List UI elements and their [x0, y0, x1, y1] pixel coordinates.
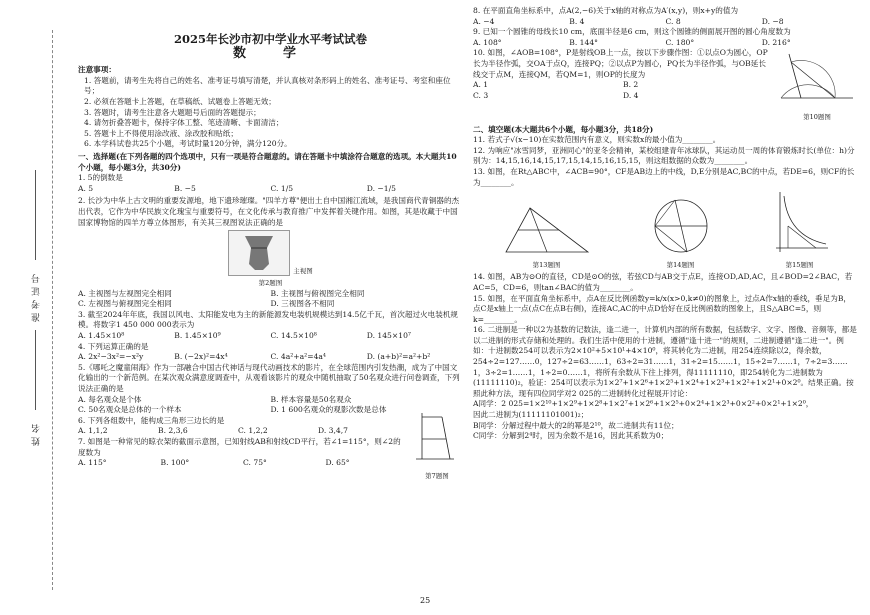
- exam-subject: 数 学: [232, 45, 308, 61]
- binding-dashed-line: [52, 30, 53, 590]
- circle-figure: [649, 196, 713, 256]
- option-d: D. −8: [761, 16, 784, 26]
- figure-caption: 第2题图: [258, 279, 283, 288]
- question-stem: 3. 截至2024年年底，我国以风电、太阳能发电为主的新能源发电装机规模达到14.5亿千瓦，首次超过火电装机规模。将数字1 450 000 000表示为: [78, 309, 459, 330]
- notice-item: 3. 答题时，请考生注意各大题题号后面的答题提示；: [84, 107, 261, 117]
- option-a: A. 2x²−3x²=−x²y: [78, 352, 144, 362]
- notice-item: 4. 请勿折叠答题卡，保持字体工整、笔迹清晰、卡面清洁；: [84, 118, 284, 128]
- question-14: 14. 如图，AB为⊙O的直径，CD是⊙O的弦，若弦CD与AB交于点E，连接OD,AD,AC，且∠BOD=2∠BAC，若AC=5，CD=6，则tan∠BAC的值为________。: [473, 272, 853, 292]
- options: [78, 299, 463, 310]
- discussion-line: C同学：分解到2⁴时，因为余数不是16，因此其系数为0；: [473, 431, 669, 441]
- option-c: C. 14.5×10⁸: [270, 331, 317, 341]
- right-column: [473, 6, 858, 442]
- question-9: [473, 27, 858, 48]
- figure-caption: 第7题图: [425, 471, 449, 480]
- exam-number-line: [35, 170, 36, 260]
- option-c: C. 75°: [243, 458, 267, 468]
- options: [78, 352, 463, 363]
- question-11: 11. 若式子√(x−10)在实数范围内有意义，则实数x的最小值为________。: [473, 135, 721, 145]
- figure-caption: 第10题图: [803, 112, 831, 121]
- question-stem: 9. 已知一个圆锥的母线长10 cm，底面半径是6 cm，则这个圆锥的侧面展开图的圆心角度数为: [473, 27, 791, 37]
- angle-diagram: [777, 48, 855, 108]
- question-stem: 6. 下列各组数中，能构成三角形三边长的是: [78, 415, 225, 425]
- options: [78, 289, 463, 300]
- options: [78, 331, 463, 342]
- option-c: C. 50名观众是总体的一个样本: [78, 405, 182, 415]
- figure-caption: 第14题图: [666, 260, 695, 269]
- notice-item: 2. 必须在答题卡上答题，在草稿纸、试题卷上答题无效；: [84, 96, 276, 106]
- options: [78, 458, 408, 469]
- notice-block: [78, 65, 463, 150]
- hyperbola-figure: [770, 190, 830, 256]
- page-number: 25: [420, 596, 431, 605]
- name-label: 姓名: [32, 420, 42, 446]
- notice-item: 6. 本学科试卷共25个小题，考试时量120分钟，满分120分。: [84, 139, 292, 149]
- exam-number-label: 准考证号: [32, 270, 42, 322]
- option-c: C. 4a²+a²=4a⁴: [270, 352, 326, 362]
- options: [473, 38, 858, 49]
- figure-caption: 第15题图: [785, 260, 814, 269]
- question-6: [78, 416, 398, 437]
- option-a: A. 1: [473, 80, 489, 90]
- question-stem: 8. 在平面直角坐标系中，点A(2,−6)关于x轴的对称点为A′(x,y)，则x+y的值为: [473, 6, 739, 15]
- option-b: B. 2: [623, 80, 639, 90]
- question-10: [473, 48, 858, 122]
- option-d: D. 145×10⁷: [366, 331, 411, 341]
- question-3: [78, 310, 463, 342]
- left-column: [78, 0, 463, 481]
- option-a: A. 每名观众是个体: [78, 394, 142, 404]
- option-c: C. 1/5: [270, 183, 294, 193]
- question-stem: 16. 二进制是一种以2为基数的记数法，逢二进一，计算机内部的所有数据，包括数字、文字、图像、音频等，都是以二进制的形式存储和处理的。我们生活中使用的十进制，遵循"逢十进一"的规则，二进制遵循"逢二进一"。例如：十进制数254可以表示为2×10²+5×10¹+4×10⁰，将其转化为二进制，用254连续除以2，得余数，254÷2=127……0，127÷2=63……1，63÷2=31……1，31÷2=15……1，15÷2=7……1，7÷2=3……1，3÷2=1……1，1÷2=0……1，将所有余数从下往上排列，得11111110，即254转化为二进制数为(11111110)₂，验证：254可以表示为1×2⁷+1×2⁶+1×2⁵+1×2⁴+1×2³+1×2²+1×2¹+0×2⁰。结果正确。按照此种方法，现有四位同学对2 025的二进制转化过程展开讨论：: [473, 325, 857, 398]
- option-d: D. (a+b)²=a²+b²: [366, 352, 431, 362]
- option-b: B. 100°: [160, 458, 190, 468]
- option-d: D. 4: [623, 90, 639, 100]
- section-heading: 二、填空题(本大题共6个小题，每小题3分，共18分): [473, 124, 654, 134]
- discussion-line: A同学：2 025=1×2¹⁰+1×2⁹+1×2⁸+1×2⁷+1×2⁶+1×2⁵+0×2⁴+1×2³+0×2²+0×2¹+1×2⁰，: [473, 399, 814, 409]
- option-b: B. 样本容量是50名观众: [270, 394, 352, 404]
- option-c: C. 180°: [665, 37, 695, 47]
- option-a: A. 115°: [78, 458, 107, 468]
- option-c: C. 1,2,2: [238, 426, 268, 436]
- option-a: A. 5: [78, 183, 94, 193]
- figures-13-15: [473, 190, 858, 270]
- name-line: [35, 330, 36, 410]
- option-b: B. 1.45×10⁹: [174, 331, 221, 341]
- option-d: D. 1 600名观众的观影次数是总体: [270, 405, 387, 415]
- front-view-label: 主视图: [293, 266, 313, 275]
- discussion-line: 因此二进制为(11111101001)₂；: [473, 410, 589, 420]
- notice-heading: 注意事项：: [78, 65, 116, 75]
- section-heading: 一、选择题(在下列各题的四个选项中，只有一项是符合题意的。请在答题卡中填涂符合题意的选项。本大题共10个小题，每小题3分，共30分): [78, 151, 457, 172]
- zun-icon: [239, 234, 279, 272]
- discussion-line: B同学：分解过程中最大的2的幂是2¹⁰，故二进制共有11位；: [473, 420, 679, 430]
- question-4: [78, 342, 463, 363]
- option-a: A. 1.45×10⁸: [78, 331, 125, 341]
- options: [78, 405, 463, 416]
- question-13: 13. 如图，在Rt△ABC中，∠ACB=90°，CF是AB边上的中线，D,E分别是AC,BC的中点，若DE=6，则CF的长为________。: [473, 166, 855, 187]
- options: [473, 80, 773, 91]
- figure-caption: 第13题图: [532, 260, 561, 269]
- question-8: [473, 6, 858, 27]
- notice-item: 1. 答题前，请考生先将自己的姓名、准考证号填写清楚，并认真核对条形码上的姓名、准考证号、考室和座位号；: [84, 75, 451, 96]
- option-a: A. 108°: [473, 37, 502, 47]
- option-d: D. 216°: [761, 37, 791, 47]
- hanger-diagram: [412, 411, 458, 467]
- option-d: D. 65°: [325, 458, 350, 468]
- option-b: B. 4: [569, 16, 585, 26]
- bronze-zun-image: [228, 230, 290, 276]
- option-b: B. (−2x)²=4x⁴: [174, 352, 228, 362]
- option-a: A. 1,1,2: [78, 426, 108, 436]
- option-b: B. 144°: [569, 37, 598, 47]
- notice-item: 5. 答题卡上不得使用涂改液、涂改胶和贴纸；: [84, 128, 238, 138]
- options: [78, 184, 463, 195]
- options: [473, 91, 773, 102]
- option-a: A. 主视图与左视图完全相同: [78, 288, 172, 298]
- question-stem: 7. 如图是一种常见的晾衣架的截面示意图，已知射线AB和射线CD平行，若∠1=115°，则∠2的度数为: [78, 437, 401, 457]
- options: [78, 426, 398, 437]
- question-12: 12. 为响应"冰雪同梦，亚洲同心"的亚冬会精神，某校组建青年冰球队，其运动员一周的体育锻炼时长(单位：h)分别为：14,15,16,14,15,17,15,14,15,16,15,15，则这组数据的众数为________。: [473, 145, 855, 166]
- question-stem: 10. 如图，∠AOB=108°，P是射线OB上一点，按以下步骤作图：①以点O为圆心，OP长为半径作弧，交OA于点Q，连接PQ；②以点P为圆心，PQ长为半径作弧，与OB延长线交于点M，连接QM，若QM=1，则OP的长度为: [473, 48, 768, 79]
- option-c: C. 3: [473, 90, 489, 100]
- question-2: [78, 196, 463, 310]
- question-16: [473, 325, 858, 442]
- question-1: [78, 173, 463, 194]
- question-stem: 2. 长沙为中华上古文明的重要发源地，地下遗珍璀璨。"四羊方尊"便出土自中国湘江流域，是我国商代青铜器的杰出代表，它作为中华民族文化瑰宝与重要符号，在文化传承与教育推广中发挥着关键作用。如图，其是收藏于中国国家博物馆的四羊方尊立体图形，有关其三视图说法正确的是: [78, 196, 460, 227]
- option-d: D. −1/5: [366, 183, 396, 193]
- question-5: [78, 363, 463, 416]
- question-stem: 5.《哪吒之魔童闹海》作为一部融合中国古代神话与现代动画技术的影片，在全球范围内引发热潮，成为了中国文化输出的一个新范例。在某次观众满意度调查中，从观看该影片的观众中随机抽取了50名观众进行问卷调查，下列说法正确的是: [78, 362, 460, 394]
- option-a: A. −4: [473, 16, 495, 26]
- question-15: 15. 如图，在平面直角坐标系中，点A在反比例函数y=k/x(x>0,k≠0)的图象上，过点A作x轴的垂线，垂足为B，点C是x轴上一点(点C在点B右侧)，连接AC,AC的中点D恰好在反比例函数的图象上，且S△ABC=5，则k=________。: [473, 293, 851, 324]
- question-7: [78, 437, 463, 481]
- options: [78, 395, 463, 406]
- options: [473, 17, 858, 28]
- option-b: B. −5: [174, 183, 196, 193]
- option-b: B. 主视图与俯视图完全相同: [270, 288, 365, 298]
- option-b: B. 2,3,6: [158, 426, 188, 436]
- question-stem: 4. 下列运算正确的是: [78, 341, 149, 351]
- exam-title: 2025年长沙市初中学业水平考试试卷: [173, 32, 367, 46]
- option-d: D. 三视图各不相同: [270, 299, 335, 309]
- binding-margin: [0, 0, 60, 615]
- option-c: C. 左视图与俯视图完全相同: [78, 299, 172, 309]
- question-stem: 1. 5的倒数是: [78, 173, 123, 183]
- option-c: C. 8: [665, 16, 681, 26]
- option-d: D. 3,4,7: [318, 426, 348, 436]
- triangle-figure: [502, 204, 592, 256]
